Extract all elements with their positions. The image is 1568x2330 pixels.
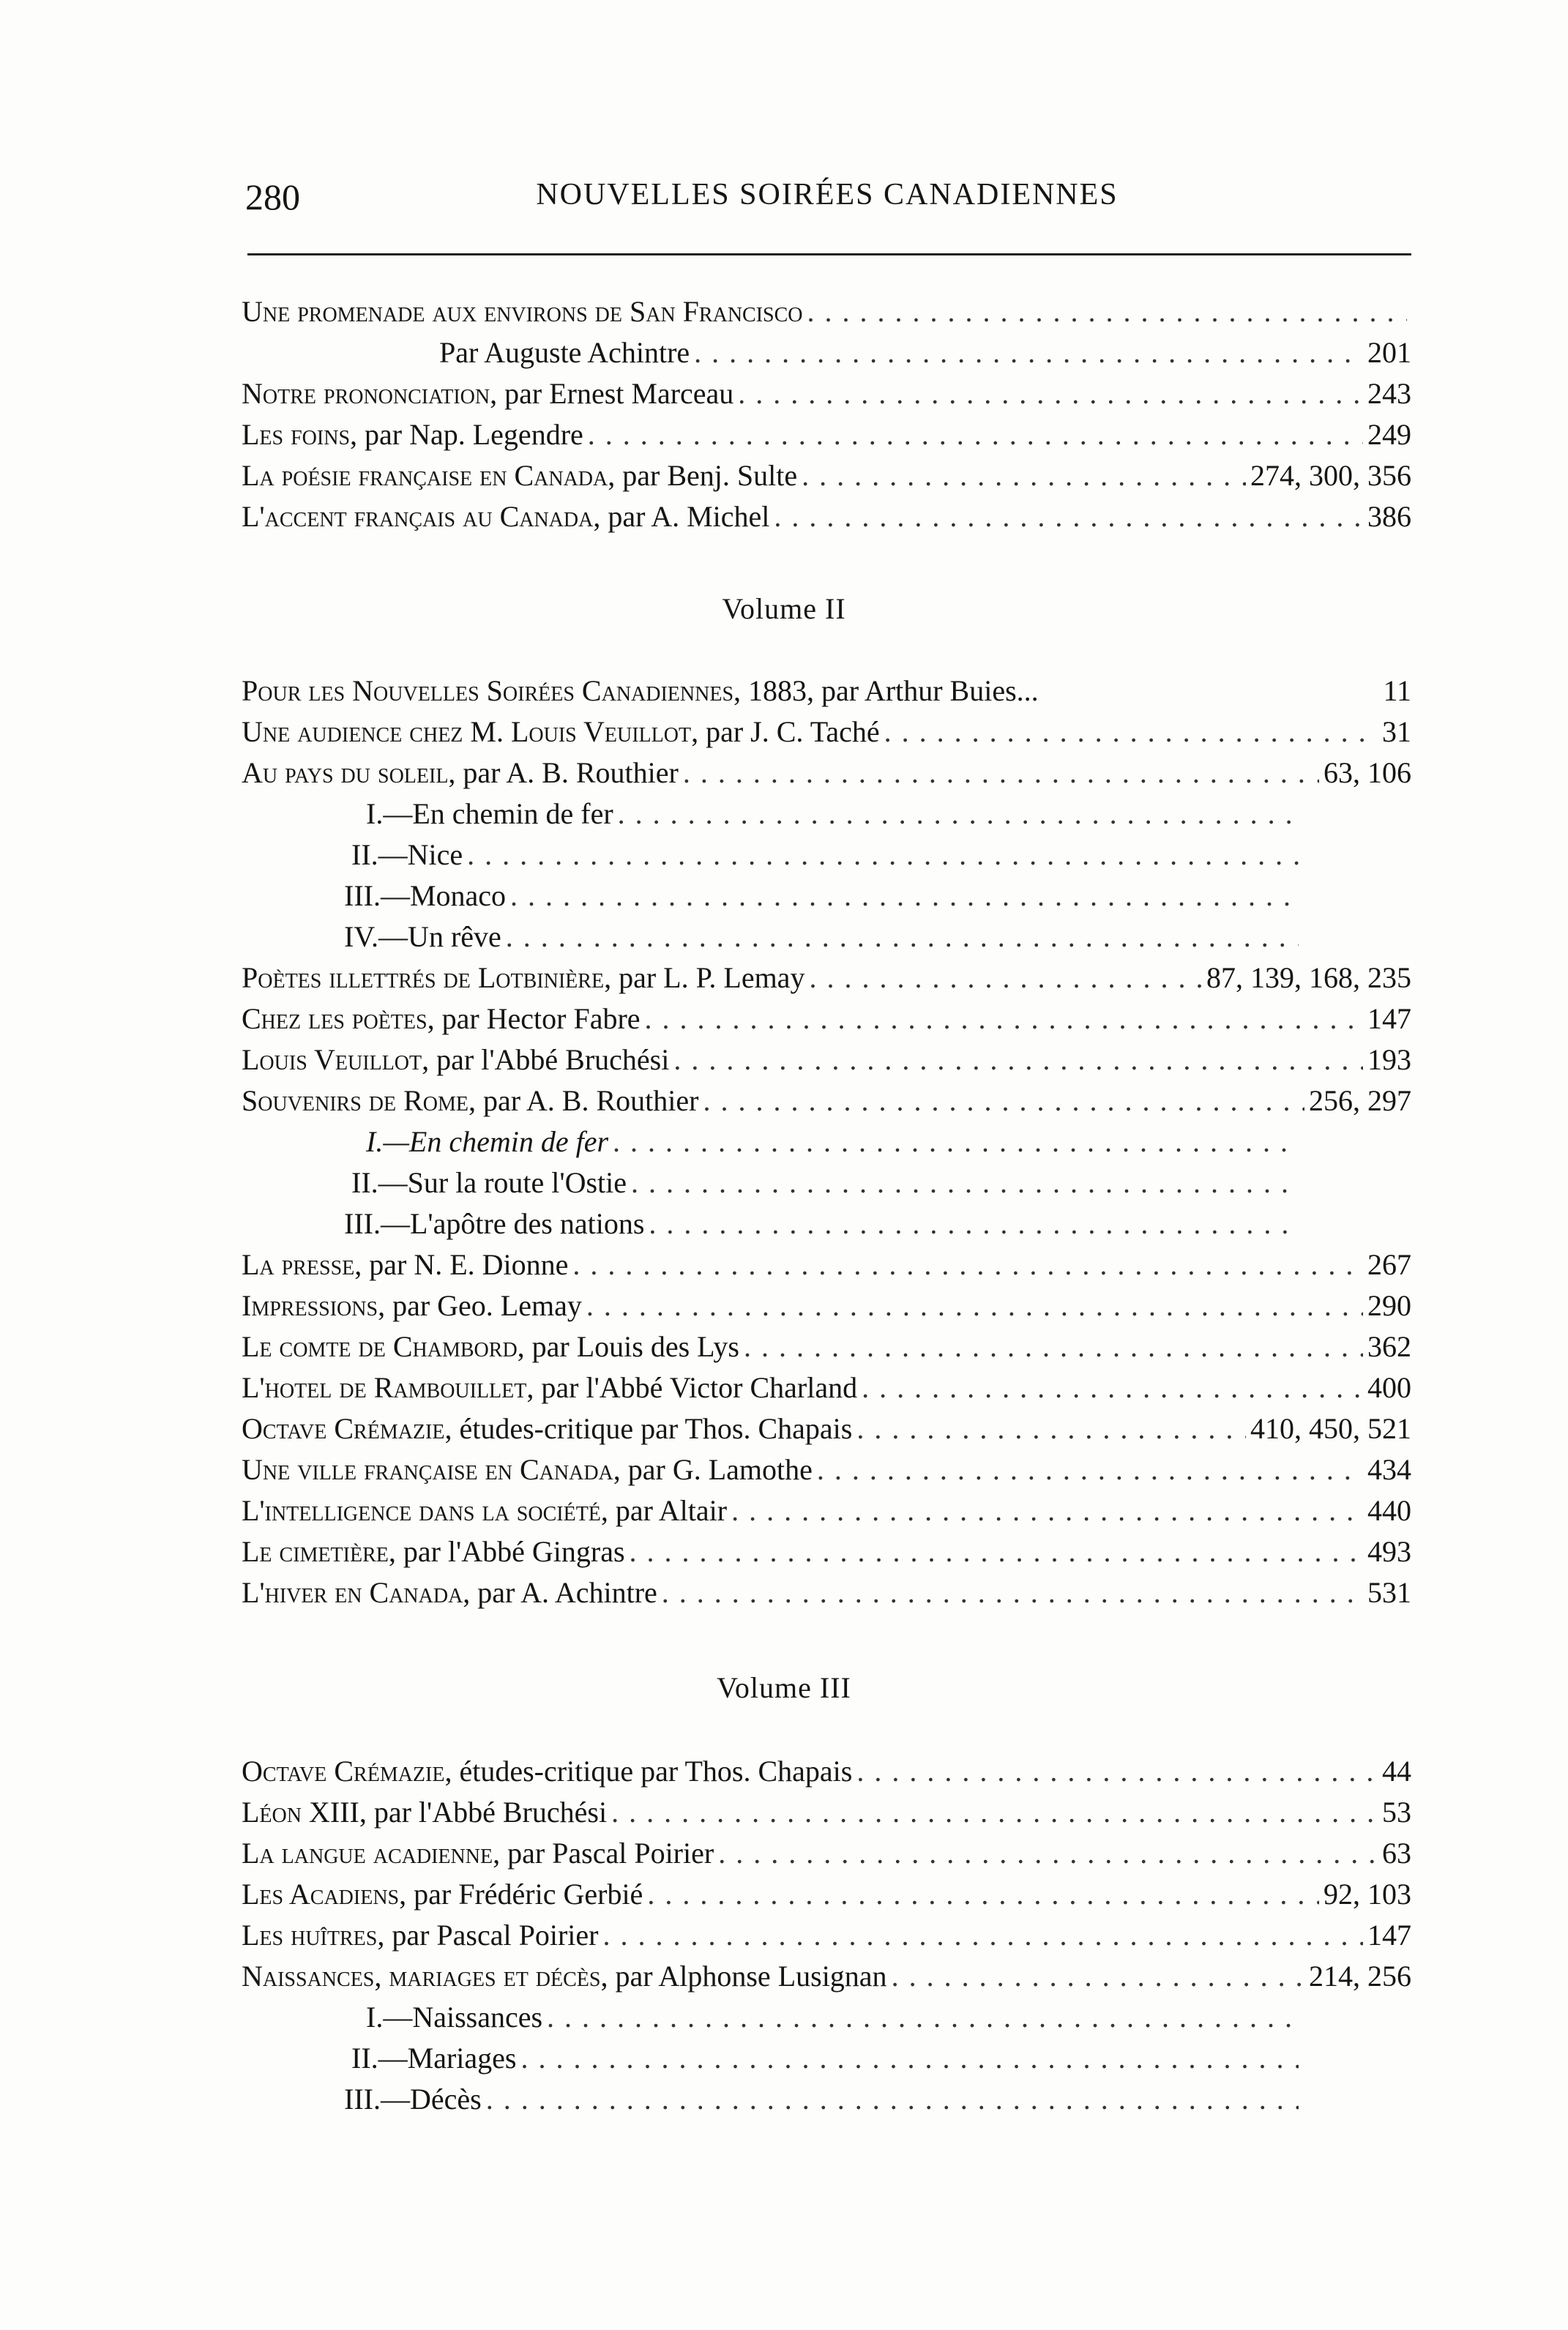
entry-pages: 267 <box>1367 1248 1411 1281</box>
subentry-title: II.—Nice <box>351 838 463 871</box>
dot-leader <box>649 1205 1299 1243</box>
entry-pages: 201 <box>1367 336 1411 369</box>
entry-title: L'hiver en Canada <box>242 1576 463 1609</box>
entry-pages: 31 <box>1382 715 1411 748</box>
toc-subentry <box>344 2080 1303 2118</box>
dot-leader <box>506 918 1299 956</box>
dot-leader <box>683 754 1319 792</box>
entry-author: , par Louis des Lys <box>517 1330 739 1363</box>
subentry-title: II.—Sur la route l'Ostie <box>351 1166 627 1199</box>
entry-title: L'accent français au Canada <box>242 500 594 533</box>
toc-entry <box>242 1000 1411 1038</box>
toc-entry <box>242 1041 1411 1079</box>
entry-author: , par A. Michel <box>593 500 770 533</box>
toc-entry <box>242 1451 1411 1489</box>
entry-author: , par Frédéric Gerbié <box>399 1878 643 1911</box>
entry-author: , par Nap. Legendre <box>350 418 583 451</box>
toc-entry <box>242 1875 1411 1913</box>
dot-leader <box>703 1082 1304 1120</box>
entry-pages: 63 <box>1382 1837 1411 1870</box>
entry-author: , études-critique par Thos. Chapais <box>444 1412 853 1445</box>
entry-author: , par l'Abbé Bruchési <box>359 1796 608 1829</box>
dot-leader <box>856 1410 1246 1448</box>
entry-author: , études-critique par Thos. Chapais <box>444 1755 853 1788</box>
dot-leader <box>807 293 1407 331</box>
dot-leader <box>856 1752 1378 1791</box>
entry-author: , 1883, par Arthur Buies... <box>733 674 1039 707</box>
entry-title: Octave Crémazie <box>242 1412 445 1445</box>
subentry-title: III.—L'apôtre des nations <box>344 1207 645 1240</box>
entry-author: , par Pascal Poirier <box>493 1837 714 1870</box>
dot-leader <box>774 498 1363 536</box>
dot-leader <box>647 1875 1319 1913</box>
dot-leader <box>618 795 1299 833</box>
toc-entry <box>242 672 1411 710</box>
toc-entry <box>242 1246 1411 1284</box>
entry-pages: 243 <box>1367 377 1411 410</box>
dot-leader <box>862 1369 1363 1407</box>
dot-leader <box>586 1287 1363 1325</box>
dot-leader <box>884 713 1378 751</box>
dot-leader <box>731 1492 1363 1530</box>
entry-author: Par Auguste Achintre <box>439 336 690 369</box>
entry-pages: 493 <box>1367 1535 1411 1568</box>
entry-title: Les foins <box>242 418 351 451</box>
entry-title: Le cimetière <box>242 1535 389 1568</box>
subentry-title: II.—Mariages <box>351 2042 517 2075</box>
entry-author: , par J. C. Taché <box>691 715 880 748</box>
entry-author: , par l'Abbé Bruchési <box>422 1043 670 1076</box>
running-head <box>242 176 1266 227</box>
entry-title: Léon XIII <box>242 1796 359 1829</box>
entry-pages: 274, 300, 356 <box>1250 459 1411 492</box>
entry-author: , par L. P. Lemay <box>604 961 805 994</box>
dot-leader <box>673 1041 1363 1079</box>
entry-author: , par Geo. Lemay <box>378 1289 582 1322</box>
dot-leader <box>547 1998 1299 2036</box>
entry-title: Une promenade aux environs de San Francisco <box>242 295 803 328</box>
entry-pages: 434 <box>1367 1453 1411 1486</box>
toc-entry <box>242 293 1411 331</box>
entry-title: Les Acadiens <box>242 1878 400 1911</box>
entry-title: Poètes illettrés de Lotbinière <box>242 961 605 994</box>
entry-title: Impressions <box>242 1289 378 1322</box>
toc-entry <box>242 713 1411 751</box>
toc-entry <box>242 1752 1411 1791</box>
dot-leader <box>718 1834 1378 1872</box>
entry-title: Octave Crémazie <box>242 1755 445 1788</box>
entry-pages: 92, 103 <box>1324 1878 1411 1911</box>
entry-title: Naissances, mariages et décès <box>242 1960 601 1993</box>
entry-pages: 440 <box>1367 1494 1411 1527</box>
dot-leader <box>892 1957 1304 1995</box>
entry-pages: 290 <box>1367 1289 1411 1322</box>
entry-title: Souvenirs de Rome <box>242 1084 469 1117</box>
volume-heading: Volume II <box>722 592 846 625</box>
subentry-title: I.—En chemin de fer <box>366 1125 609 1158</box>
entry-pages: 531 <box>1367 1576 1411 1609</box>
dot-leader <box>738 375 1363 413</box>
dot-leader <box>486 2080 1299 2118</box>
header-rule <box>247 253 1411 255</box>
dot-leader <box>510 877 1299 915</box>
entry-title: Le comte de Chambord <box>242 1330 518 1363</box>
entry-author: , par G. Lamothe <box>613 1453 813 1486</box>
dot-leader <box>645 1000 1363 1038</box>
entry-author: , par Alphonse Lusignan <box>600 1960 887 1993</box>
entry-pages: 147 <box>1367 1919 1411 1952</box>
entry-author: , par l'Abbé Victor Charland <box>526 1371 858 1404</box>
entry-title: Les huîtres <box>242 1919 378 1952</box>
toc-entry <box>242 1793 1411 1831</box>
entry-author: , par N. E. Dionne <box>354 1248 569 1281</box>
entry-pages: 410, 450, 521 <box>1250 1412 1411 1445</box>
toc-entry <box>242 1369 1411 1407</box>
toc-subentry <box>351 836 1303 874</box>
dot-leader <box>694 334 1363 372</box>
toc-entry <box>242 1410 1411 1448</box>
entry-pages: 256, 297 <box>1309 1084 1411 1117</box>
entry-author: , par A. Achintre <box>463 1576 657 1609</box>
dot-leader <box>631 1164 1299 1202</box>
entry-title: L'intelligence dans la société <box>242 1494 601 1527</box>
toc-entry <box>242 1287 1411 1325</box>
toc-entry <box>242 1916 1411 1954</box>
toc-entry <box>242 416 1411 454</box>
subentry-title: III.—Monaco <box>344 879 507 912</box>
entry-pages: 249 <box>1367 418 1411 451</box>
toc-subentry <box>351 2039 1303 2077</box>
toc-entry <box>242 1834 1411 1872</box>
entry-title: Pour les Nouvelles Soirées Canadiennes <box>242 674 734 707</box>
entry-title: Notre prononciation <box>242 377 490 410</box>
subentry-title: I.—En chemin de fer <box>366 797 613 830</box>
dot-leader <box>817 1451 1363 1489</box>
volume-heading: Volume III <box>717 1671 851 1704</box>
dot-leader <box>611 1793 1378 1831</box>
toc-subentry <box>351 1164 1303 1202</box>
toc-entry <box>242 1328 1411 1366</box>
dot-leader <box>467 836 1299 874</box>
entry-author: , par Pascal Poirier <box>377 1919 599 1952</box>
entry-author: , par A. B. Routhier <box>468 1084 699 1117</box>
toc-subentry <box>366 1998 1303 2036</box>
entry-pages: 87, 139, 168, 235 <box>1206 961 1411 994</box>
dot-leader <box>662 1574 1363 1612</box>
entry-title: La langue acadienne <box>242 1837 493 1870</box>
toc-entry <box>242 1533 1411 1571</box>
entry-pages: 386 <box>1367 500 1411 533</box>
toc-subentry <box>344 1205 1303 1243</box>
running-title: NOUVELLES SOIRÉES CANADIENNES <box>536 178 1119 212</box>
dot-leader <box>802 457 1246 495</box>
toc-entry <box>242 1082 1411 1120</box>
entry-pages: 44 <box>1382 1755 1411 1788</box>
toc-entry <box>439 334 1411 372</box>
entry-pages: 193 <box>1367 1043 1411 1076</box>
dot-leader <box>602 1916 1363 1954</box>
toc-entry <box>242 959 1411 997</box>
entry-title: Louis Veuillot <box>242 1043 422 1076</box>
entry-author: , par Ernest Marceau <box>490 377 734 410</box>
toc-subentry <box>366 795 1303 833</box>
entry-author: , par l'Abbé Gingras <box>388 1535 625 1568</box>
dot-leader <box>744 1328 1363 1366</box>
toc-subentry <box>344 877 1303 915</box>
toc-entry <box>242 375 1411 413</box>
dot-leader <box>572 1246 1363 1284</box>
subentry-title: IV.—Un rêve <box>344 920 501 953</box>
dot-leader <box>630 1533 1363 1571</box>
toc-entry <box>242 1957 1411 1995</box>
entry-pages: 362 <box>1367 1330 1411 1363</box>
entry-title: Une audience chez M. Louis Veuillot <box>242 715 692 748</box>
dot-leader <box>613 1123 1299 1161</box>
toc-subentry <box>344 918 1303 956</box>
subentry-title: I.—Naissances <box>366 2001 543 2034</box>
entry-title: Chez les poètes <box>242 1002 428 1035</box>
entry-author: , par Hector Fabre <box>427 1002 641 1035</box>
toc-entry <box>242 754 1411 792</box>
entry-pages: 63, 106 <box>1324 756 1411 789</box>
entry-author: , par A. B. Routhier <box>448 756 679 789</box>
toc-subentry <box>366 1123 1303 1161</box>
toc-entry <box>242 1574 1411 1612</box>
entry-pages: 53 <box>1382 1796 1411 1829</box>
toc-entry <box>242 1492 1411 1530</box>
entry-author: , par Benj. Sulte <box>608 459 798 492</box>
entry-title: La presse <box>242 1248 355 1281</box>
dot-leader <box>809 959 1202 997</box>
entry-pages: 147 <box>1367 1002 1411 1035</box>
entry-pages: 214, 256 <box>1309 1960 1411 1993</box>
entry-title: L'hotel de Rambouillet <box>242 1371 527 1404</box>
entry-pages: 11 <box>1383 674 1411 707</box>
entry-pages: 400 <box>1367 1371 1411 1404</box>
toc-entry <box>242 457 1411 495</box>
subentry-title: III.—Décès <box>344 2083 482 2116</box>
entry-title: La poésie française en Canada <box>242 459 608 492</box>
page-number: 280 <box>245 176 300 217</box>
dot-leader <box>520 2039 1299 2077</box>
entry-author: , par Altair <box>600 1494 728 1527</box>
entry-title: Une ville française en Canada <box>242 1453 613 1486</box>
toc-entry <box>242 498 1411 536</box>
entry-title: Au pays du soleil <box>242 756 449 789</box>
dot-leader <box>588 416 1363 454</box>
